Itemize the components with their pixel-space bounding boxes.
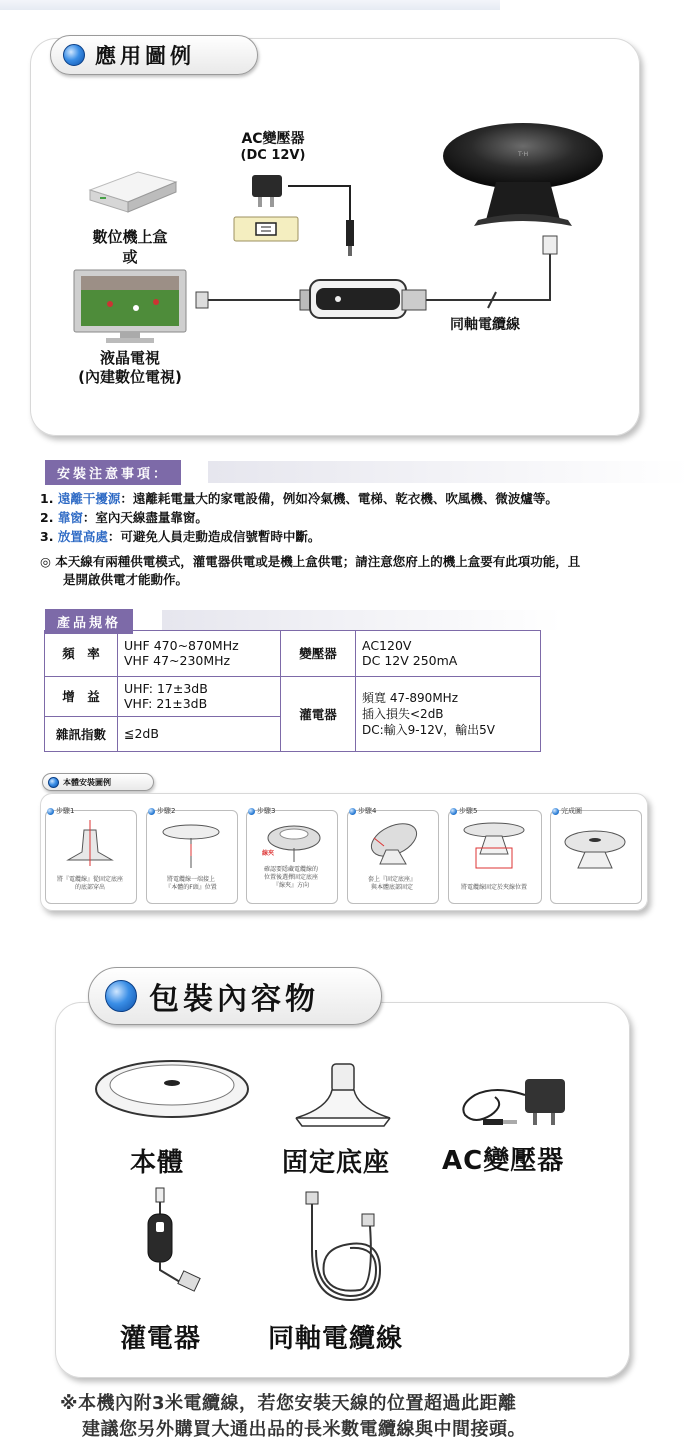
- package-base-icon: [288, 1060, 398, 1132]
- footnote-line-2: 建議您另外購買大通出品的長米數電纜線與中間接頭。: [82, 1419, 526, 1440]
- install-note-2: [40, 509, 680, 527]
- spec-noise-label: 雜訊指數: [45, 716, 118, 751]
- note-number: 3.: [40, 529, 54, 544]
- step-5-text: 將電纜線固定於夾線位置: [460, 884, 527, 891]
- spec-gain-value: UHF: 17±3dB VHF: 21±3dB: [118, 676, 281, 716]
- tv-sub-label: (內建數位電視): [78, 368, 182, 386]
- step-2-text: 將電纜線一端接上 『本體的F頭』位置: [165, 876, 217, 891]
- step-2-tag: 步驟2: [148, 806, 175, 816]
- package-title: 包裝內容物: [149, 982, 319, 1017]
- step-3-image: [262, 818, 322, 864]
- tv-label: 液晶電視: [99, 349, 160, 367]
- install-steps-title: 本體安裝圖例: [63, 777, 111, 787]
- step-dot-icon: [148, 808, 155, 815]
- step-dot-icon: [47, 808, 54, 815]
- remark-line-1: 本天線有兩種供電模式，灌電器供電或是機上盒供電；請注意您府上的機上盒要有此項功能，且: [55, 554, 581, 569]
- package-item-cable: 同軸電纜線: [268, 1324, 404, 1354]
- package-item-adapter: AC變壓器: [442, 1146, 565, 1176]
- application-title: 應用圖例: [95, 44, 195, 68]
- step-3-callout: 線夾: [262, 850, 275, 857]
- note-text: ：遠離耗電量大的家電設備，例如冷氣機、電梯、乾衣機、吹風機、微波爐等。: [120, 491, 558, 506]
- note-text: ：可避免人員走動造成信號暫時中斷。: [107, 529, 321, 544]
- install-remark-line-2: 是開啟供電才能動作。: [63, 572, 189, 587]
- footnote-line-1: ※本機內附3米電纜線，若您安裝天線的位置超過此距離: [60, 1393, 517, 1414]
- svg-text:T·H: T·H: [518, 151, 529, 158]
- note-key: 放置高處: [57, 529, 108, 544]
- settop-label: 數位機上盒: [92, 228, 168, 246]
- cable-label: 同軸電纜線: [450, 317, 520, 333]
- spec-noise-value: ≦2dB: [118, 716, 281, 751]
- spec-transformer-value: AC120V DC 12V 250mA: [356, 631, 541, 677]
- specs-header-bar: [162, 610, 562, 630]
- package-bullet-icon: [105, 980, 137, 1012]
- adapter-spec: (DC 12V): [240, 148, 306, 163]
- steps-bullet-icon: [48, 777, 59, 788]
- step-3-text: 確認要隱藏電纜線的 位置後選擇固定底座 『線夾』方向: [263, 866, 318, 889]
- install-remark: [40, 553, 690, 571]
- step-dot-icon: [450, 808, 457, 815]
- spec-freq-value: UHF 470~870MHz VHF 47~230MHz: [118, 631, 281, 677]
- step-1-text: 將『電纜線』從固定底座 的底部穿出: [56, 876, 123, 891]
- remark-mark: ◎: [40, 554, 51, 569]
- package-item-base: 固定底座: [282, 1148, 391, 1178]
- note-key: 遠離干擾源: [57, 491, 121, 506]
- step-5-tag: 步驟5: [450, 806, 477, 816]
- step-dot-icon: [349, 808, 356, 815]
- package-adapter-icon: [455, 1075, 575, 1135]
- package-injector-icon: [140, 1186, 210, 1296]
- step-1-image: [60, 818, 120, 868]
- spec-gain-label: 增 益: [45, 676, 118, 716]
- or-label: 或: [122, 248, 138, 266]
- package-item-injector: 灌電器: [120, 1324, 202, 1354]
- application-title-pill: [50, 35, 258, 75]
- specs-title: 產品規格: [45, 609, 133, 634]
- install-notes-title: 安裝注意事項：: [45, 460, 181, 485]
- note-text: ：室內天線盡量靠窗。: [82, 510, 208, 525]
- settop-box-icon: [80, 168, 180, 218]
- spec-transformer-label: 變壓器: [281, 631, 356, 677]
- package-title-pill: [88, 967, 382, 1025]
- step-complete-image: [560, 826, 630, 876]
- install-steps-pill: [42, 773, 154, 791]
- spec-freq-label: 頻 率: [45, 631, 118, 677]
- note-number: 1.: [40, 491, 54, 506]
- step-1-tag: 步驟1: [47, 806, 74, 816]
- spec-injector-value: 頻寬 47-890MHz 插入損失<2dB DC:輸入9-12V，輸出5V: [356, 676, 541, 751]
- step-4-image: [360, 818, 424, 870]
- adapter-label: AC變壓器: [241, 131, 305, 147]
- tv-icon: [70, 268, 190, 348]
- note-key: 靠窗: [57, 510, 83, 525]
- wiring-diagram: [180, 180, 580, 320]
- package-item-body: 本體: [130, 1148, 185, 1178]
- install-note-1: [40, 490, 695, 508]
- specs-table: [44, 630, 541, 752]
- package-cable-icon: [300, 1190, 400, 1310]
- spec-injector-label: 灌電器: [281, 676, 356, 751]
- step-5-image: [460, 818, 528, 874]
- step-4-tag: 步驟4: [349, 806, 376, 816]
- step-3-tag: 步驟3: [248, 806, 275, 816]
- step-dot-icon: [248, 808, 255, 815]
- note-number: 2.: [40, 510, 54, 525]
- step-complete-tag: 完成圖: [552, 806, 582, 816]
- title-bullet-icon: [63, 44, 85, 66]
- top-strip: [0, 0, 500, 10]
- step-dot-icon: [552, 808, 559, 815]
- step-2-image: [160, 822, 222, 872]
- package-antenna-icon: [92, 1055, 252, 1125]
- install-note-3: [40, 528, 680, 546]
- install-notes-header-bar: [208, 461, 690, 483]
- step-4-text: 套上『固定底座』 與本體底部固定: [367, 876, 416, 891]
